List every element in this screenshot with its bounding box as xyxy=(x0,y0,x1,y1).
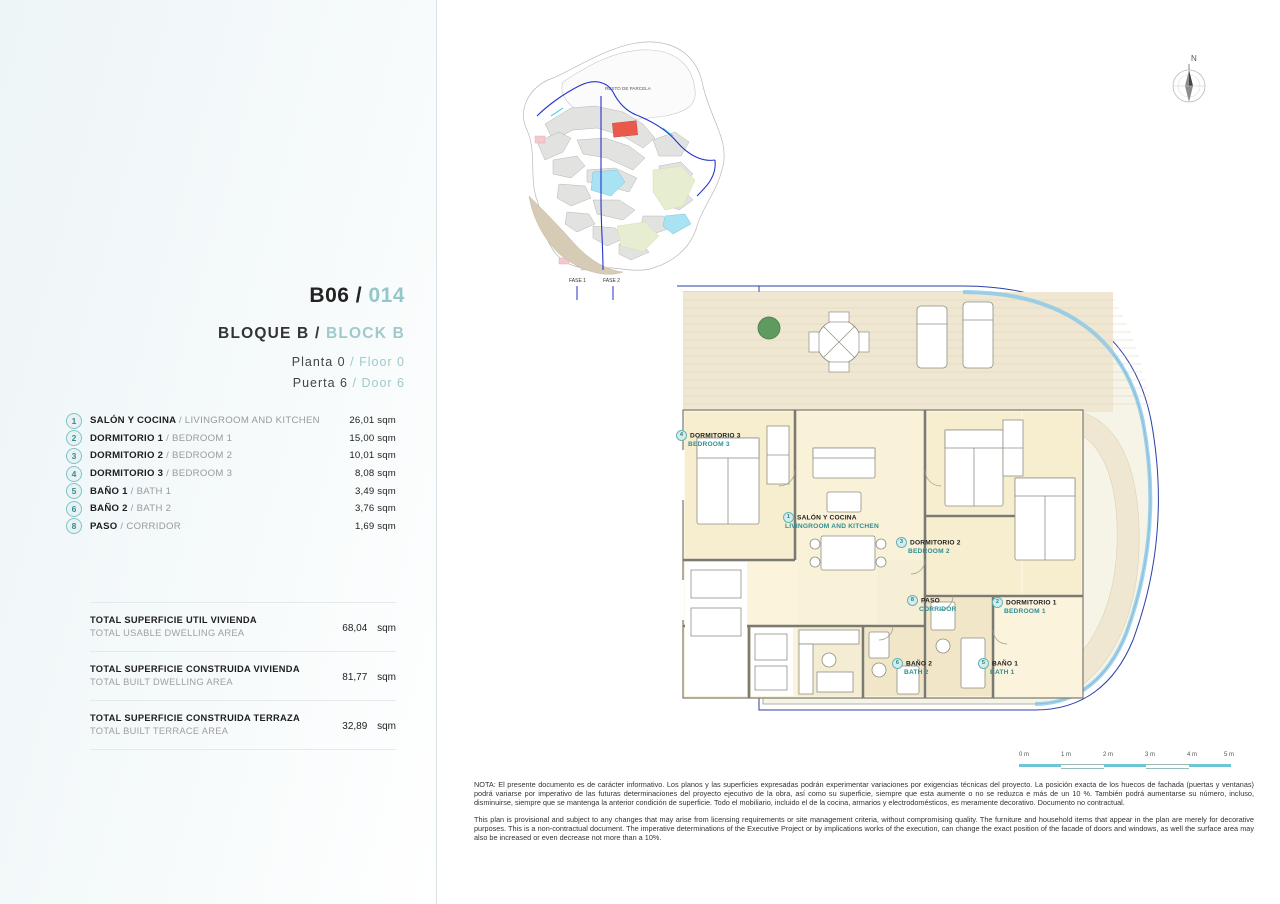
room-area: 10,01 sqm xyxy=(349,450,396,462)
floor-separator: / xyxy=(350,355,355,369)
tag-en: CORRIDOR xyxy=(919,606,957,613)
tag-bedroom-3 xyxy=(676,430,741,449)
room-badge: 1 xyxy=(66,413,82,429)
room-name-en: / BEDROOM 3 xyxy=(166,468,233,480)
tag-badge: 4 xyxy=(676,430,687,441)
room-area: 1,69 sqm xyxy=(354,520,396,532)
tag-bedroom-2 xyxy=(896,537,961,556)
scale-segment xyxy=(1189,764,1231,767)
total-unit: sqm xyxy=(377,721,396,732)
room-name-en: / BEDROOM 1 xyxy=(166,432,233,444)
room-name-en: / LIVINGROOM AND KITCHEN xyxy=(178,415,320,427)
compass-rose xyxy=(1164,52,1222,114)
total-value: 68,04 xyxy=(342,623,368,634)
room-name xyxy=(90,415,320,426)
total-value-wrap xyxy=(342,615,396,634)
scale-tick-1: 1 m xyxy=(1061,752,1072,758)
tag-es: DORMITORIO 2 xyxy=(910,539,961,547)
highlighted-unit xyxy=(612,121,637,137)
site-location-plan xyxy=(467,20,757,310)
parcel-label: RESTO DE PARCELA xyxy=(605,86,651,91)
floor-number: 0 xyxy=(397,355,405,369)
room-badge: 4 xyxy=(66,466,82,482)
total-built-terrace-area xyxy=(90,701,396,750)
tag-es: SALÓN Y COCINA xyxy=(797,514,857,522)
phase-1-label: FASE 1 xyxy=(569,278,586,284)
tag-es: BAÑO 1 xyxy=(992,660,1019,668)
room-name-es: PASO xyxy=(90,520,118,532)
unit-floorplan xyxy=(663,270,1263,750)
unit-title xyxy=(0,284,405,308)
table-row xyxy=(66,518,396,536)
room-name-en: / BEDROOM 2 xyxy=(166,450,233,462)
scale-segment xyxy=(1104,764,1146,767)
block-label-es: BLOQUE B / xyxy=(218,325,321,342)
room-area: 3,76 sqm xyxy=(354,503,396,515)
scale-tick-5: 5 m xyxy=(1224,752,1235,758)
total-value: 81,77 xyxy=(342,672,368,683)
total-label-es: TOTAL SUPERFICIE CONSTRUIDA VIVIENDA xyxy=(90,664,300,674)
tag-bath-1 xyxy=(978,658,1018,677)
door-line xyxy=(0,376,405,390)
room-name xyxy=(90,433,232,444)
tag-badge: 1 xyxy=(783,512,794,523)
scale-segment xyxy=(1019,764,1061,767)
compass-icon xyxy=(1164,52,1222,114)
floorplan-svg xyxy=(663,270,1263,750)
compass-north-label: N xyxy=(1191,54,1197,63)
scale-segment xyxy=(1146,764,1188,769)
room-name-es: DORMITORIO 1 xyxy=(90,432,164,444)
site-plan-svg xyxy=(467,20,757,310)
totals-section xyxy=(90,602,396,750)
room-name xyxy=(90,486,171,497)
room-badge: 3 xyxy=(66,448,82,464)
total-built-dwelling-area xyxy=(90,652,396,701)
unit-code-alt: 014 xyxy=(368,284,405,307)
unit-code: B06 / xyxy=(309,284,363,307)
total-labels xyxy=(90,713,300,736)
plan-panel xyxy=(437,0,1280,904)
tag-badge: 3 xyxy=(896,537,907,548)
room-name-en: / BATH 2 xyxy=(130,503,172,515)
tag-es: BAÑO 2 xyxy=(906,660,933,668)
table-row xyxy=(66,447,396,465)
room-area: 15,00 sqm xyxy=(349,432,396,444)
room-name xyxy=(90,503,171,514)
door-label-es: Puerta 6 xyxy=(292,376,349,390)
total-value-wrap xyxy=(342,664,396,683)
tag-es: DORMITORIO 1 xyxy=(1006,599,1057,607)
scale-tick-3: 3 m xyxy=(1145,752,1156,758)
room-name-en: / BATH 1 xyxy=(130,485,172,497)
room-name-en: / CORRIDOR xyxy=(120,520,181,532)
total-unit: sqm xyxy=(377,623,396,634)
door-number: 6 xyxy=(397,376,405,390)
table-row xyxy=(66,482,396,500)
scale-ticks xyxy=(1019,752,1239,762)
room-badge: 2 xyxy=(66,430,82,446)
table-row xyxy=(66,430,396,448)
room-schedule xyxy=(66,412,396,535)
floor-label-en: Floor xyxy=(359,355,393,369)
scale-tick-0: 0 m xyxy=(1019,752,1030,758)
table-row xyxy=(66,412,396,430)
room-area: 3,49 sqm xyxy=(354,485,396,497)
total-usable-area xyxy=(90,602,396,652)
room-name-es: SALÓN Y COCINA xyxy=(90,415,176,427)
scale-tick-2: 2 m xyxy=(1103,752,1114,758)
room-badge: 5 xyxy=(66,483,82,499)
total-labels xyxy=(90,615,257,638)
tag-bedroom-1 xyxy=(992,597,1057,616)
scale-tick-4: 4 m xyxy=(1187,752,1198,758)
room-name xyxy=(90,521,181,532)
room-area: 26,01 sqm xyxy=(349,415,396,427)
tag-bath-2 xyxy=(892,658,932,677)
tag-en: BATH 1 xyxy=(990,669,1015,676)
tag-en: BATH 2 xyxy=(904,669,929,676)
tag-badge: 2 xyxy=(992,597,1003,608)
total-unit: sqm xyxy=(377,672,396,683)
door-label-en: Door xyxy=(361,376,393,390)
scale-segments xyxy=(1019,764,1231,767)
room-name-es: BAÑO 1 xyxy=(90,485,128,497)
room-name-es: BAÑO 2 xyxy=(90,503,128,515)
terrace-decking xyxy=(683,292,1150,412)
scale-bar xyxy=(1019,752,1239,774)
scale-segment xyxy=(1061,764,1103,769)
legal-note xyxy=(474,780,1254,849)
total-value: 32,89 xyxy=(342,721,368,732)
block-label-en: BLOCK B xyxy=(325,325,405,342)
floor-line xyxy=(0,355,405,369)
total-label-es: TOTAL SUPERFICIE CONSTRUIDA TERRAZA xyxy=(90,713,301,723)
total-label-en: TOTAL USABLE DWELLING AREA xyxy=(90,628,245,638)
phase-2-label: FASE 2 xyxy=(603,278,620,284)
note-es: NOTA: El presente documento es de carácter informativo. Los planos y las superficies expresadas podrán experimentar variaciones por exigencias técnicas del proyecto. La posición exacta de los huecos de fachada (puertas y ventanas) podrá variarse por imperativo de las futuras determinaciones del proyecto ejecutivo de la obra, así como su superficie, siempre que esta aumente o no se reduzca e más de un 10 %. También podrá aumentarse su número, incluso, disminuirse, siempre que se mantenga la anterior condición de superficie. Todo el mobiliario, incluido el de la cocina, armarios y electrodomésticos, es meramente decorativo. Documento no contractual. xyxy=(474,780,1254,808)
total-label-es: TOTAL SUPERFICIE UTIL VIVIENDA xyxy=(90,615,257,625)
total-label-en: TOTAL BUILT TERRACE AREA xyxy=(90,726,229,736)
room-badge: 6 xyxy=(66,501,82,517)
table-row xyxy=(66,500,396,518)
tag-badge: 8 xyxy=(907,595,918,606)
total-value-wrap xyxy=(342,713,396,732)
tag-badge: 5 xyxy=(978,658,989,669)
tag-en: BEDROOM 3 xyxy=(688,441,730,448)
room-name xyxy=(90,450,232,461)
tag-en: BEDROOM 1 xyxy=(1004,608,1046,615)
table-row xyxy=(66,465,396,483)
tag-en: BEDROOM 2 xyxy=(908,548,950,555)
room-name-es: DORMITORIO 2 xyxy=(90,450,164,462)
tag-corridor xyxy=(907,595,957,614)
compass-needle-north xyxy=(1189,70,1193,86)
tag-badge: 6 xyxy=(892,658,903,669)
tag-es: DORMITORIO 3 xyxy=(690,432,741,440)
total-labels xyxy=(90,664,300,687)
tag-es: PASO xyxy=(921,597,940,605)
tag-en: LIVINGROOM AND KITCHEN xyxy=(785,523,879,530)
room-area: 8,08 sqm xyxy=(354,468,396,480)
door-separator: / xyxy=(352,376,357,390)
info-panel xyxy=(0,0,437,904)
room-badge: 8 xyxy=(66,518,82,534)
tag-livingroom-kitchen xyxy=(783,512,879,531)
room-name xyxy=(90,468,232,479)
block-line xyxy=(0,325,405,343)
note-en: This plan is provisional and subject to any changes that may arise from licensing requirements or site management criteria, without compromising quality. The furniture and household items that appear in the plan are merely for decorative purposes. This is a non-contractual document. The imperative determinations of the Executive Project or by implications works of the execution, can change the exact position of the facade of doors and windows, as well the surface area may also be increased or even decrease not more than a 10%. xyxy=(474,814,1254,843)
total-label-en: TOTAL BUILT DWELLING AREA xyxy=(90,677,233,687)
floor-label-es: Planta 0 xyxy=(291,355,346,369)
room-name-es: DORMITORIO 3 xyxy=(90,468,164,480)
